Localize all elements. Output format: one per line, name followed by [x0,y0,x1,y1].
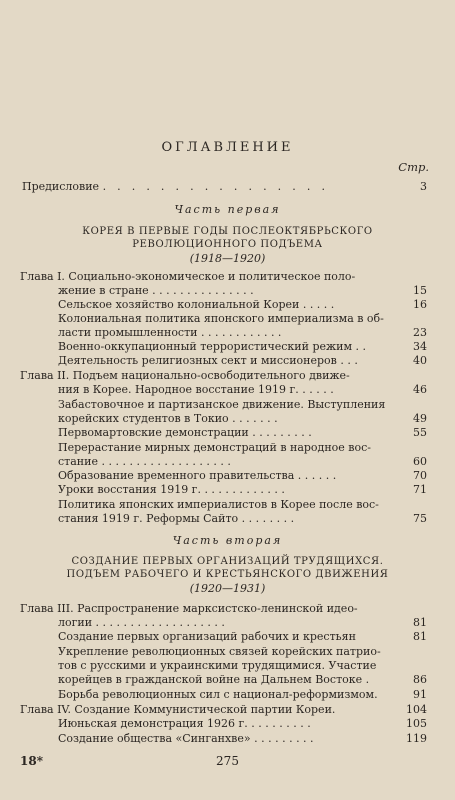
section-ties-line3: корейцев в гражданской войне на Дальнем Востоке . [58,673,370,686]
chapter-3-page: 81 [413,616,427,629]
section-saito-line2: стания 1919 г. Реформы Сайто . . . . . . . . [58,512,295,525]
section-agriculture: Сельское хозяйство колониальной Кореи . . . . . [58,298,335,311]
chapter-4-page: 104 [406,703,427,716]
section-reformism-page: 91 [413,688,427,701]
section-june-demo: Июньская демонстрация 1926 г. . . . . . . . . . [58,717,311,730]
printer-signature: 18* [20,754,43,768]
part1-heading-line1: КОРЕЯ В ПЕРВЫЕ ГОДЫ ПОСЛЕОКТЯБРЬСКОГО [82,226,373,237]
section-colonial-policy-line2: ласти промышленности . . . . . . . . . . . . [58,326,282,339]
preface-entry [22,180,329,194]
section-colonial-policy-line1: Колониальная политика японского империализма в об- [58,312,384,325]
chapter-2-line2: ния в Корее. Народное восстание 1919 г. . . . . . [58,383,334,396]
chapter-3-line2: логии . . . . . . . . . . . . . . . . . . . [58,616,225,629]
preface-label: Предисловие [22,180,100,193]
page-column-header: Стр. [398,160,429,174]
chapter-2-page: 46 [413,383,427,396]
section-ties-line2: тов с русскими и украинскими трудящимися. Участие [58,659,377,672]
part2-years: (1920—1931) [189,582,266,595]
section-provisional-gov-page: 70 [413,469,427,482]
chapter-2-line1: Глава II. Подъем национально-освободительного движе- [20,369,350,382]
section-military-regime: Военно-оккупационный террористический режим . . [58,340,366,353]
preface-page: 3 [420,180,427,193]
chapter-1-page: 15 [413,284,427,297]
section-colonial-policy-page: 23 [413,326,427,339]
chapter-3-line1: Глава III. Распространение марксистско-ленинской идео- [20,602,358,615]
section-uprising-line1: Перерастание мирных демонстраций в народное вос- [58,441,371,454]
section-ties-page: 86 [413,673,427,686]
section-saito-line1: Политика японских империалистов в Корее после вос- [58,498,379,511]
section-strikes-line1: Забастовочное и партизанское движение. Выступления [58,398,386,411]
part1-title: Часть первая [174,203,281,216]
section-military-regime-page: 34 [413,340,427,353]
section-lessons: Уроки восстания 1919 г. . . . . . . . . . . . . [58,483,285,496]
section-march-first-page: 55 [413,426,427,439]
section-agriculture-page: 16 [413,298,427,311]
section-singanhoe: Создание общества «Синганхве» . . . . . . . . . [58,732,314,745]
chapter-4: Глава IV. Создание Коммунистической партии Кореи. [20,703,336,716]
section-strikes-page: 49 [413,412,427,425]
section-strikes-line2: корейских студентов в Токио . . . . . . . [58,412,278,425]
section-first-orgs-page: 81 [413,630,427,643]
section-saito-page: 75 [413,512,427,525]
section-march-first: Первомартовские демонстрации . . . . . . . . . [58,426,312,439]
section-ties-line1: Укрепление революционных связей корейских патрио- [58,645,381,658]
part2-heading-line1: СОЗДАНИЕ ПЕРВЫХ ОРГАНИЗАЦИЙ ТРУДЯЩИХСЯ. [71,556,384,567]
section-first-orgs: Создание первых организаций рабочих и крестьян [58,630,356,643]
section-lessons-page: 71 [413,483,427,496]
toc-title: ОГЛАВЛЕНИЕ [161,140,294,155]
chapter-1-line1: Глава I. Социально-экономическое и политическое поло- [20,270,356,283]
part1-years: (1918—1920) [189,252,266,265]
part2-heading-line2: ПОДЪЕМ РАБОЧЕГО И КРЕСТЬЯНСКОГО ДВИЖЕНИЯ [66,569,389,580]
section-reformism: Борьба революционных сил с национал-реформизмом. [58,688,378,701]
part2-title: Часть вторая [172,534,283,547]
section-provisional-gov: Образование временного правительства . . . . . . [58,469,337,482]
section-singanhoe-page: 119 [406,732,427,745]
preface-dots: . . . . . . . . . . . . . . . . [102,180,329,193]
part1-heading-line2: РЕВОЛЮЦИОННОГО ПОДЪЕМА [132,239,323,250]
section-religious-sects-page: 40 [413,354,427,367]
section-june-demo-page: 105 [406,717,427,730]
chapter-1-line2: жение в стране . . . . . . . . . . . . . . . [58,284,254,297]
section-uprising-page: 60 [413,455,427,468]
section-uprising-line2: стание . . . . . . . . . . . . . . . . . . . [58,455,231,468]
section-religious-sects: Деятельность религиозных сект и миссионеров . . . [58,354,358,367]
page-number: 275 [216,754,239,768]
